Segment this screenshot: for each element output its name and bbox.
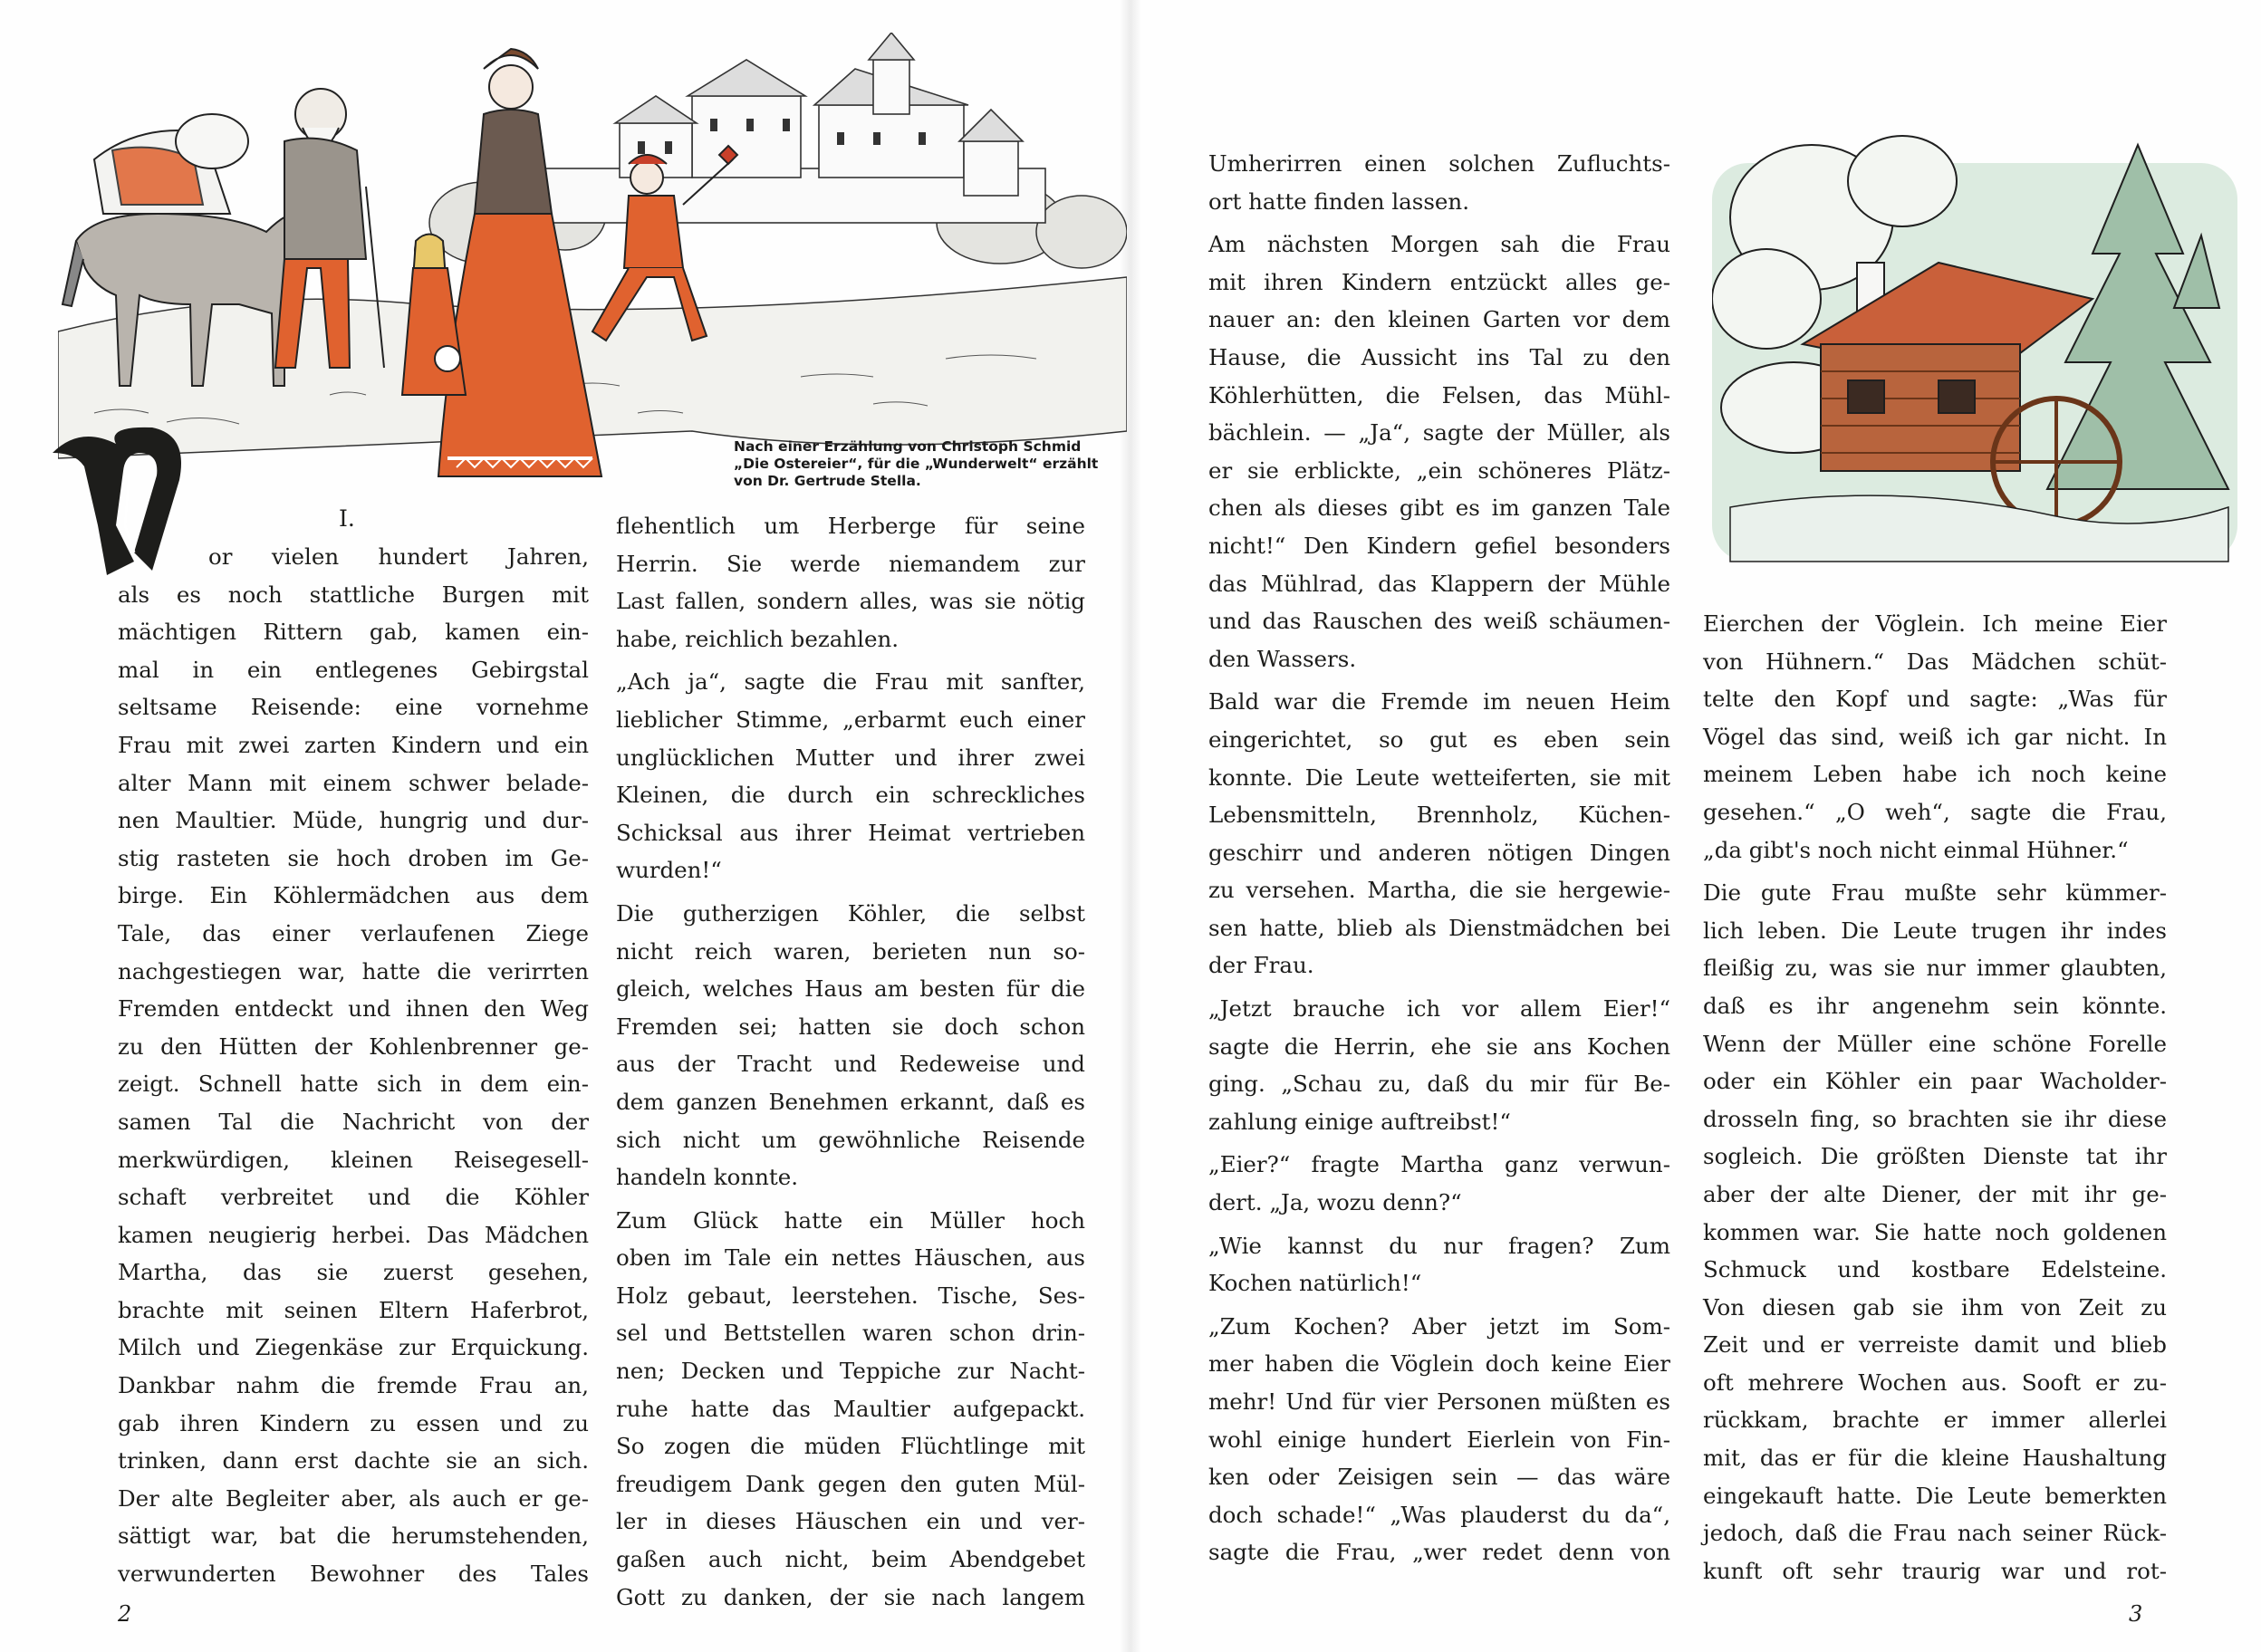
text-line: sich nicht um gewöhnliche Reisende — [616, 1126, 1085, 1153]
text-line: Martha, das sie zuerst gesehen, — [118, 1259, 589, 1286]
text-line: „Zum Kochen? Aber jetzt im Som- — [1208, 1312, 1670, 1340]
text-line: stig rasteten sie hoch droben im Ge- — [118, 844, 589, 871]
text-line: Der alte Begleiter aber, als auch er ge- — [118, 1484, 589, 1512]
text-line: konnte. Die Leute wetteiferten, sie mit — [1208, 764, 1670, 791]
page-number-right: 3 — [2129, 1601, 2143, 1627]
text-column-1 — [118, 538, 589, 1593]
text-line: meinem Leben habe ich noch keine — [1703, 761, 2167, 788]
caption-line: Nach einer Erzählung von Christoph Schmid — [734, 438, 1082, 455]
text-line: zu den Hütten der Kohlenbrenner ge- — [118, 1032, 589, 1060]
text-line: schaft verbreitet und die Köhler — [118, 1184, 589, 1211]
text-line: sel und Bettstellen waren schon drin- — [616, 1320, 1085, 1347]
text-line: dem ganzen Benehmen erkannt, daß es — [616, 1088, 1085, 1115]
text-line: Dankbar nahm die fremde Frau an, — [118, 1372, 589, 1399]
text-line: Von diesen gab sie ihm von Zeit zu — [1703, 1293, 2167, 1321]
illustration-caption — [734, 438, 1099, 490]
text-line: Umherirren einen solchen Zufluchts- — [1208, 150, 1670, 177]
text-line: sagte die Frau, „wer redet denn von — [1208, 1539, 1670, 1566]
text-line: gleich, welches Haus am besten für die — [616, 975, 1085, 1003]
text-column-3 — [1208, 145, 1670, 1571]
text-line: gab ihren Kindern zu essen und zu — [118, 1409, 589, 1436]
text-line: alter Mann mit einem schwer belade- — [118, 769, 589, 796]
text-line: wohl einige hundert Eierlein von Fin- — [1208, 1426, 1670, 1453]
text-line: or vielen hundert Jahren, — [208, 543, 589, 570]
text-column-2 — [616, 507, 1085, 1616]
text-line: Zeit und er verreiste damit und blieb — [1703, 1331, 2167, 1359]
text-line: sen hatte, blieb als Dienstmädchen bei — [1208, 914, 1670, 941]
text-line: nachgestiegen war, hatte die verirrten — [118, 957, 589, 984]
text-line: unglücklichen Mutter und ihrer zwei — [616, 744, 1085, 771]
text-line: mehr! Und für vier Personen müßten es — [1208, 1388, 1670, 1415]
text-line: „da gibt's noch nicht einmal Hühner.“ — [1703, 836, 2129, 863]
text-line: wurden!“ — [616, 857, 722, 884]
page-number-left: 2 — [118, 1601, 132, 1627]
mill-cabin-illustration — [1712, 109, 2237, 616]
text-line: Zum Glück hatte ein Müller hoch — [616, 1206, 1085, 1234]
text-line: den Wassers. — [1208, 645, 1357, 672]
text-line: Frau mit zwei zarten Kindern und ein — [118, 731, 589, 758]
text-line: verwunderten Bewohner des Tales — [118, 1561, 589, 1588]
text-line: oder ein Köhler ein paar Wacholder- — [1703, 1068, 2167, 1095]
text-line: Wenn der Müller eine schöne Forelle — [1703, 1030, 2167, 1057]
text-line: Fremden sei; hatten sie doch schon — [616, 1013, 1085, 1040]
text-line: Am nächsten Morgen sah die Frau — [1208, 231, 1670, 258]
text-line: ort hatte finden lassen. — [1208, 187, 1469, 215]
text-line: drosseln fing, so brachten sie ihr diese — [1703, 1105, 2167, 1132]
text-line: sogleich. Die größten Dienste tat ihr — [1703, 1143, 2167, 1170]
text-line: Gott zu danken, der sie nach langem — [616, 1583, 1085, 1610]
text-line: zu versehen. Martha, die sie hergewie- — [1208, 877, 1670, 904]
text-line: eingerichtet, so gut es eben sein — [1208, 725, 1670, 753]
text-line: ken oder Zeisigen sein — das wäre — [1208, 1464, 1670, 1491]
text-line: ruhe hatte das Maultier aufgepackt. — [616, 1395, 1085, 1422]
text-line: lich leben. Die Leute trugen ihr indes — [1703, 917, 2167, 944]
text-line: zeigt. Schnell hatte sich in dem ein- — [118, 1071, 589, 1098]
text-line: kunft oft sehr traurig war und rot- — [1703, 1557, 2167, 1584]
text-line: sättigt war, bat die herumstehenden, — [118, 1522, 589, 1550]
text-line: jedoch, daß die Frau nach seiner Rück- — [1703, 1520, 2167, 1547]
text-line: birge. Ein Köhlermädchen aus dem — [118, 882, 589, 909]
text-line: trinken, dann erst dachte sie an sich. — [118, 1447, 589, 1474]
text-line: habe, reichlich bezahlen. — [616, 625, 900, 652]
text-line: nen Maultier. Müde, hungrig und dur- — [118, 807, 589, 834]
text-line: nicht!“ Den Kindern gefiel besonders — [1208, 532, 1670, 559]
text-line: oft mehrere Wochen aus. Sooft er zu- — [1703, 1369, 2167, 1396]
text-line: freudigem Dank gegen den guten Mül- — [616, 1470, 1085, 1497]
text-line: als es noch stattliche Burgen mit — [118, 581, 589, 608]
text-line: nen; Decken und Teppiche zur Nacht- — [616, 1358, 1085, 1385]
text-line: dert. „Ja, wozu denn?“ — [1208, 1189, 1462, 1216]
text-line: Kochen natürlich!“ — [1208, 1270, 1422, 1297]
text-line: bächlein. — „Ja“, sagte der Müller, als — [1208, 419, 1670, 447]
text-line: von Hühnern.“ Das Mädchen schüt- — [1703, 648, 2167, 675]
text-line: rückkam, brachte er immer allerlei — [1703, 1407, 2167, 1434]
text-line: mal in ein entlegenes Gebirgstal — [118, 656, 589, 683]
text-line: flehentlich um Herberge für seine — [616, 513, 1085, 539]
text-line: samen Tal die Nachricht von der — [118, 1108, 589, 1135]
text-line: „Jetzt brauche ich vor allem Eier!“ — [1208, 995, 1670, 1023]
text-line: Vögel das sind, weiß ich gar nicht. In — [1703, 723, 2167, 750]
text-line: der Frau. — [1208, 952, 1314, 979]
text-line: aus der Tracht und Redeweise und — [616, 1051, 1085, 1078]
text-line: So zogen die müden Flüchtlinge mit — [616, 1433, 1085, 1460]
text-line: kommen war. Sie hatte noch goldenen — [1703, 1218, 2167, 1245]
text-line: Milch und Ziegenkäse zur Erquickung. — [118, 1334, 589, 1361]
text-line: eingekauft hatte. Die Leute bemerkten — [1703, 1482, 2167, 1509]
text-line: „Eier?“ fragte Martha ganz verwun- — [1208, 1151, 1670, 1178]
text-line: Kleinen, die durch ein schreckliches — [616, 782, 1085, 809]
text-line: Die gute Frau mußte sehr kümmer- — [1703, 879, 2167, 907]
text-line: „Wie kannst du nur fragen? Zum — [1208, 1232, 1670, 1259]
text-line: brachte mit seinen Eltern Haferbrot, — [118, 1296, 589, 1323]
text-line: Holz gebaut, leerstehen. Tische, Ses- — [616, 1282, 1085, 1309]
text-line: seltsame Reisende: eine vornehme — [118, 694, 589, 721]
text-line: und das Rauschen des weiß schäumen- — [1208, 608, 1670, 635]
text-line: zahlung einige auftreibst!“ — [1208, 1108, 1511, 1135]
text-line: Last fallen, sondern alles, was sie nötig — [616, 588, 1085, 615]
text-line: Fremden entdeckt und ihnen den Weg — [118, 995, 589, 1023]
text-line: fleißig zu, was sie nur immer glaubten, — [1703, 955, 2167, 982]
text-line: Hause, die Aussicht ins Tal zu den — [1208, 343, 1670, 370]
text-line: Schicksal aus ihrer Heimat vertrieben — [616, 819, 1085, 846]
text-line: ler in dieses Häuschen ein und ver- — [616, 1508, 1085, 1535]
text-column-4 — [1703, 605, 2167, 1590]
text-line: Eierchen der Vöglein. Ich meine Eier — [1703, 610, 2167, 637]
text-line: sagte die Herrin, ehe sie ans Kochen — [1208, 1032, 1670, 1060]
text-line: das Mühlrad, das Klappern der Mühle — [1208, 570, 1670, 597]
text-line: mächtigen Rittern gab, kamen ein- — [118, 619, 589, 646]
text-line: Köhlerhütten, die Felsen, das Mühl- — [1208, 381, 1670, 408]
text-line: „Ach ja“, sagte die Frau mit sanfter, — [616, 668, 1085, 696]
text-line: Schmuck und kostbare Edelsteine. — [1703, 1256, 2167, 1283]
text-line: oben im Tale ein nettes Häuschen, aus — [616, 1244, 1085, 1272]
text-line: Tale, das einer verlaufenen Ziege — [118, 919, 589, 946]
text-line: daß es ihr angenehm sein könnte. — [1703, 992, 2167, 1019]
text-line: gesehen.“ „O weh“, sagte die Frau, — [1703, 798, 2167, 825]
text-line: Herrin. Sie werde niemandem zur — [616, 550, 1085, 577]
text-line: doch schade!“ „Was plauderst du da“, — [1208, 1501, 1670, 1528]
text-line: Bald war die Fremde im neuen Heim — [1208, 688, 1670, 716]
text-line: lieblicher Stimme, „erbarmt euch einer — [616, 706, 1085, 733]
text-line: nauer an: den kleinen Garten vor dem — [1208, 306, 1670, 333]
text-line: handeln konnte. — [616, 1164, 799, 1191]
text-line: merkwürdigen, kleinen Reisegesell- — [118, 1146, 589, 1173]
text-line: Lebensmitteln, Brennholz, Küchen- — [1208, 802, 1670, 829]
text-line: mit, das er für die kleine Haushaltung — [1703, 1445, 2167, 1472]
text-line: mer haben die Vöglein doch keine Eier — [1208, 1350, 1670, 1378]
text-line: geschirr und anderen nötigen Dingen — [1208, 839, 1670, 866]
caption-line: „Die Ostereier“, für die „Wunderwelt“ erzählt — [734, 456, 1099, 472]
text-line: ging. „Schau zu, daß du mir für Be- — [1208, 1071, 1670, 1098]
text-line: mit ihren Kindern entzückt alles ge- — [1208, 268, 1670, 295]
caption-line: von Dr. Gertrude Stella. — [734, 473, 921, 489]
text-line: chen als dieses gibt es im ganzen Tale — [1208, 495, 1670, 522]
text-line: kamen neugierig herbei. Das Mädchen — [118, 1221, 589, 1248]
text-line: aber der alte Diener, der mit ihr ge- — [1703, 1180, 2167, 1207]
chapter-number: I. — [339, 505, 355, 532]
text-line: er sie erblickte, „ein schöneres Plätz- — [1208, 456, 1670, 484]
text-line: Die gutherzigen Köhler, die selbst — [616, 899, 1085, 927]
text-line: telte den Kopf und sagte: „Was für — [1703, 686, 2167, 713]
text-line: gaßen auch nicht, beim Abendgebet — [616, 1546, 1085, 1573]
text-line: nicht reich waren, berieten nun so- — [616, 937, 1085, 965]
